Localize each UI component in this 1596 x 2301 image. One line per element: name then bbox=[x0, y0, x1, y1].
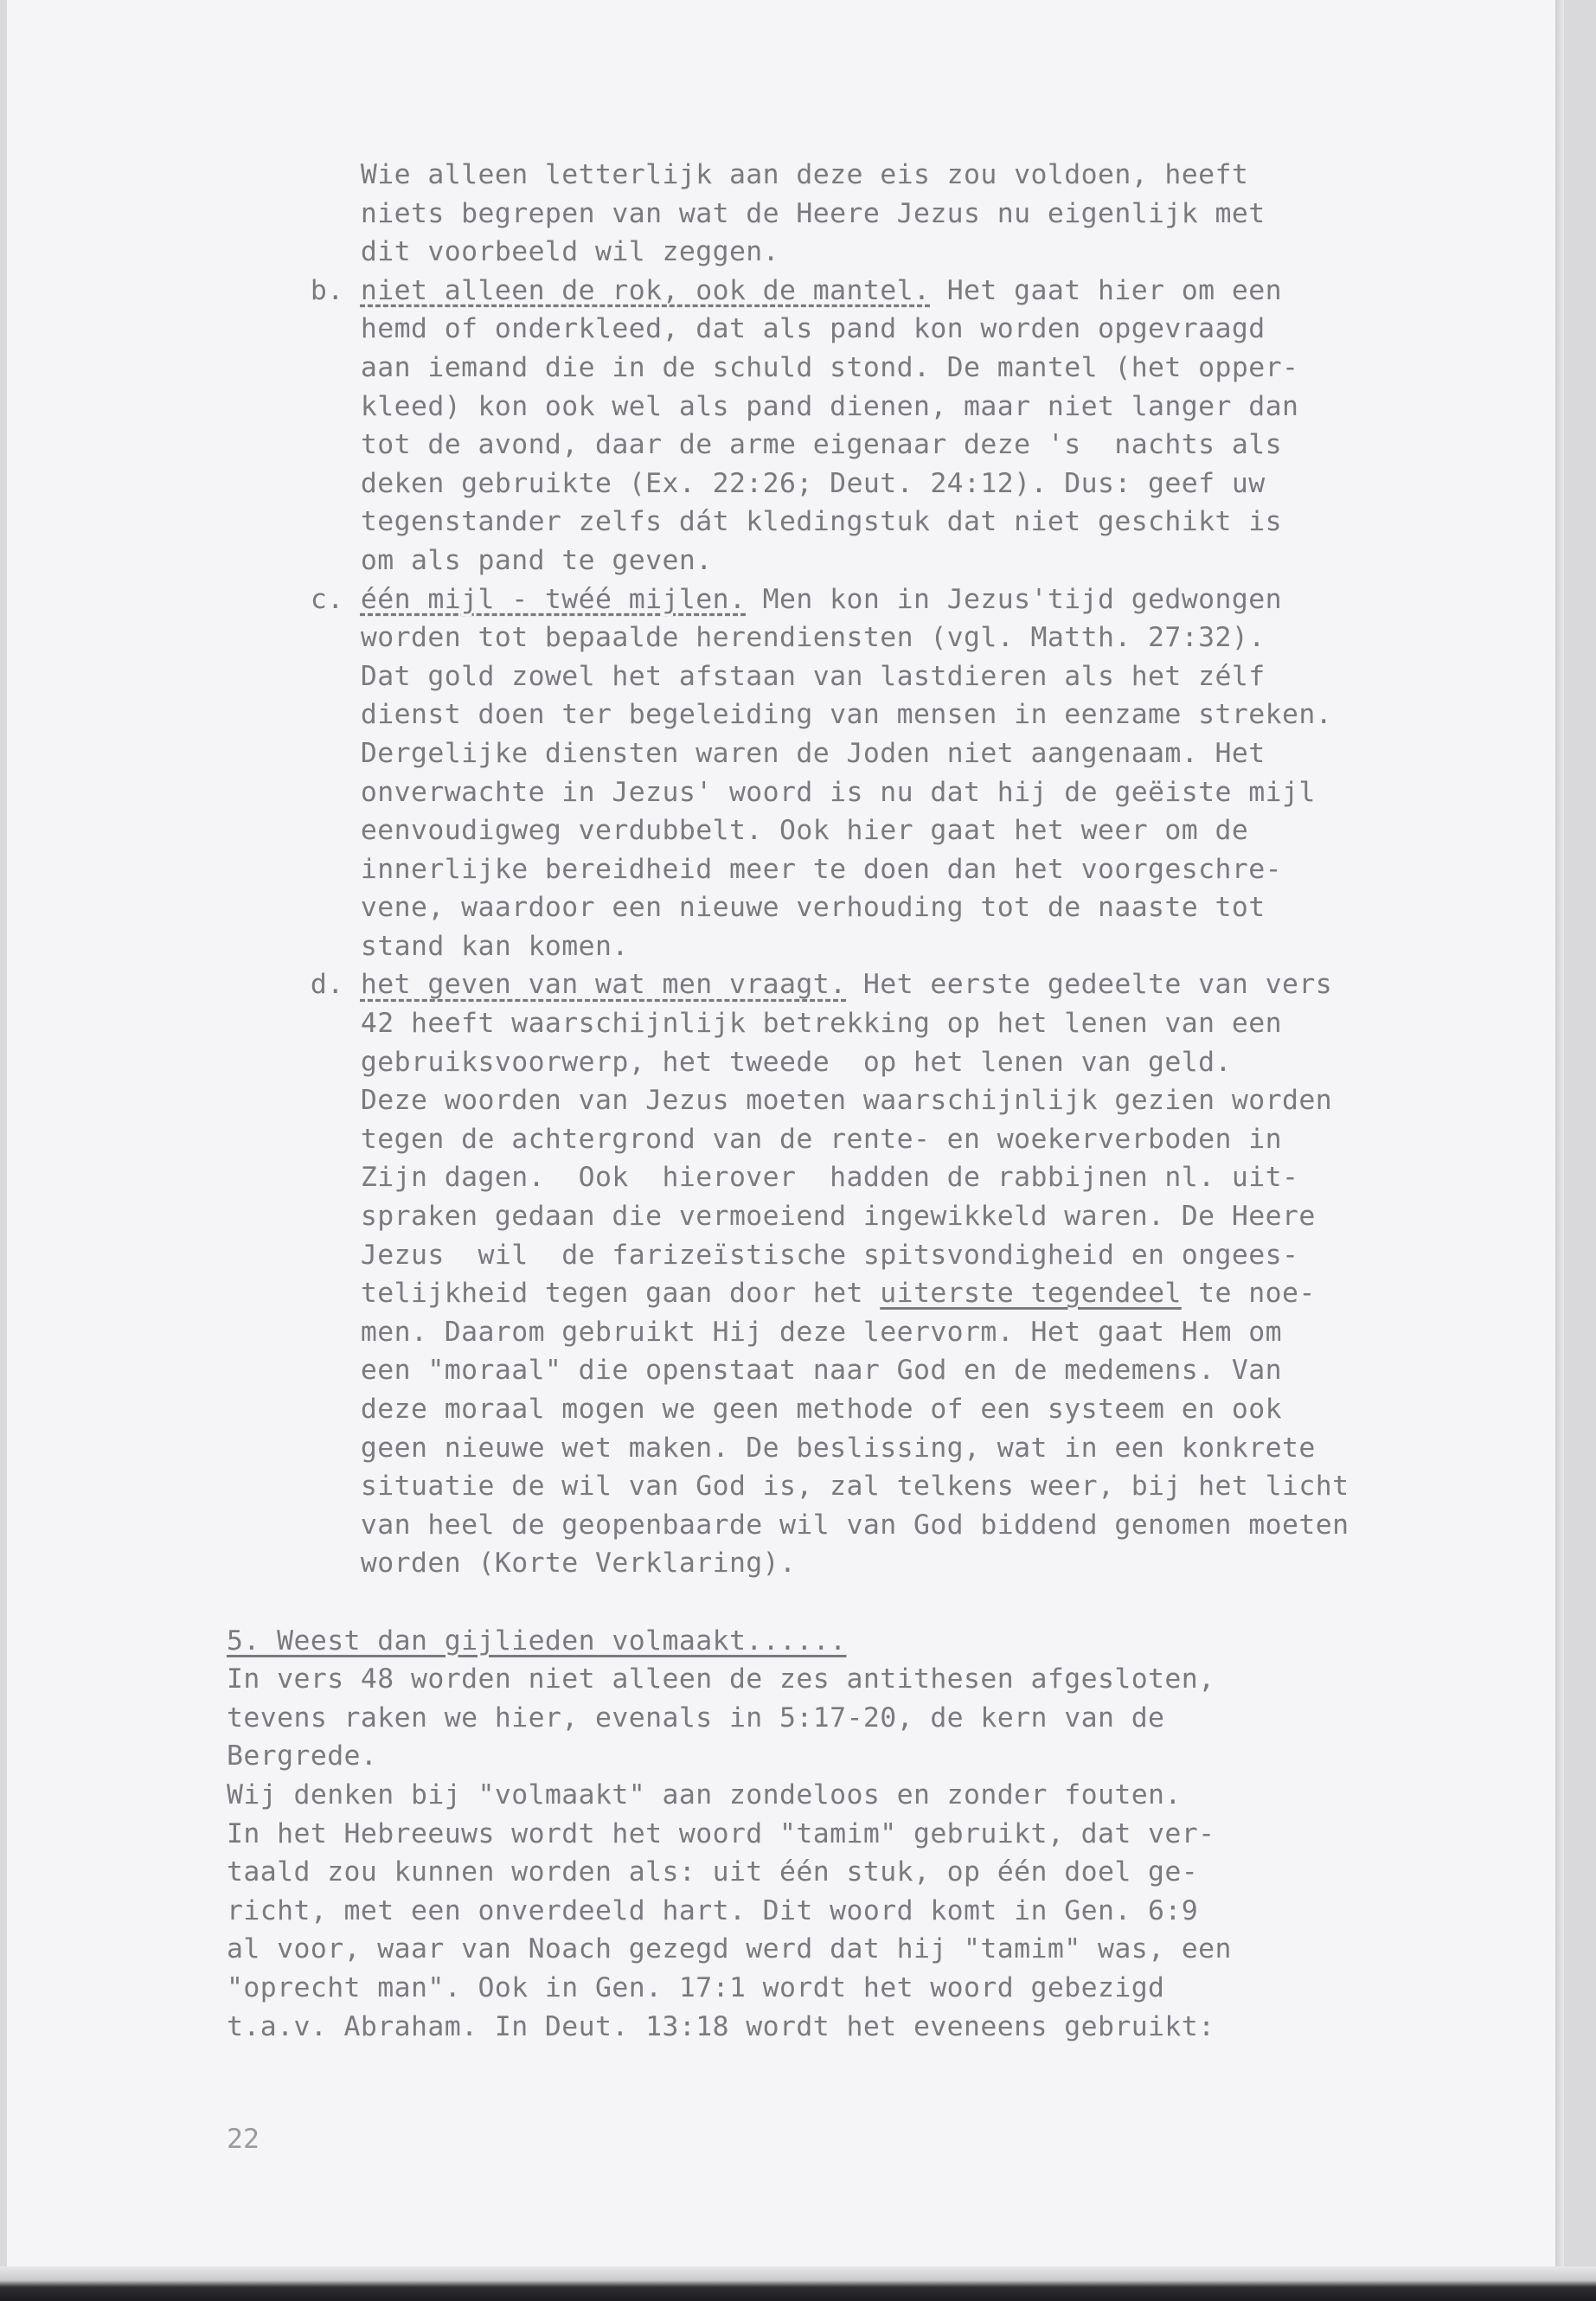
text-line: innerlijke bereidheid meer te doen dan het voorgeschre- bbox=[227, 853, 1282, 885]
line-lead: c. bbox=[227, 583, 361, 615]
text-line: tegen de achtergrond van de rente- en woekerverboden in bbox=[227, 1123, 1282, 1155]
body-text bbox=[227, 156, 1455, 2046]
scan-bottom-edge bbox=[0, 2266, 1596, 2301]
page-edge bbox=[1555, 0, 1564, 2266]
text-line: niets begrepen van wat de Heere Jezus nu eigenlijk met bbox=[227, 197, 1266, 229]
text-line: 42 heeft waarschijnlijk betrekking op het lenen van een bbox=[227, 1008, 1282, 1040]
underlined-heading: één mijl - twéé mijlen. bbox=[360, 583, 747, 615]
text-line: t.a.v. Abraham. In Deut. 13:18 wordt het eveneens gebruikt: bbox=[227, 2010, 1215, 2042]
text-line bbox=[227, 580, 1455, 619]
text-line: taald zou kunnen worden als: uit één stuk, op één doel ge- bbox=[227, 1856, 1199, 1888]
line-tail: Het gaat hier om een bbox=[930, 274, 1282, 306]
text-line: In vers 48 worden niet alleen de zes antithesen afgesloten, bbox=[227, 1663, 1215, 1695]
text-line: tegenstander zelfs dát kledingstuk dat niet geschikt is bbox=[227, 506, 1282, 538]
text-line: In het Hebreeuws wordt het woord "tamim" gebruikt, dat ver- bbox=[227, 1817, 1215, 1849]
text-line bbox=[227, 1622, 1455, 1661]
text-line: spraken gedaan die vermoeiend ingewikkeld waren. De Heere bbox=[227, 1201, 1316, 1233]
line-tail: Het eerste gedeelte van vers bbox=[846, 969, 1333, 1001]
text-line: kleed) kon ook wel als pand dienen, maar niet langer dan bbox=[227, 390, 1299, 422]
underlined-text: 5. Weest dan gijlieden volmaakt...... bbox=[227, 1625, 847, 1657]
line-lead: d. bbox=[227, 969, 361, 1001]
text-line: gebruiksvoorwerp, het tweede op het lenen van geld. bbox=[227, 1046, 1232, 1078]
text-line: deken gebruikte (Ex. 22:26; Deut. 24:12). Dus: geef uw bbox=[227, 467, 1266, 499]
line-tail: Men kon in Jezus'tijd gedwongen bbox=[746, 583, 1282, 615]
text-line: Dergelijke diensten waren de Joden niet aangenaam. Het bbox=[227, 737, 1266, 769]
underlined-text: uiterste tegendeel bbox=[880, 1278, 1182, 1310]
text-line: Bergrede. bbox=[227, 1740, 378, 1772]
text-line: richt, met een onverdeeld hart. Dit woord komt in Gen. 6:9 bbox=[227, 1894, 1199, 1926]
text-line bbox=[227, 272, 1455, 311]
text-line: Dat gold zowel het afstaan van lastdieren als het zélf bbox=[227, 660, 1266, 692]
line-tail: te noe- bbox=[1181, 1278, 1316, 1310]
text-line: situatie de wil van God is, zal telkens weer, bij het licht bbox=[227, 1471, 1349, 1503]
text-line: men. Daarom gebruikt Hij deze leervorm. Het gaat Hem om bbox=[227, 1316, 1282, 1348]
text-line: tevens raken we hier, evenals in 5:17-20, de kern van de bbox=[227, 1702, 1165, 1734]
text-line: geen nieuwe wet maken. De beslissing, wat in een konkrete bbox=[227, 1432, 1316, 1464]
text-line: vene, waardoor een nieuwe verhouding tot de naaste tot bbox=[227, 892, 1266, 924]
text-line: Jezus wil de farizeïstische spitsvondigheid en ongees- bbox=[227, 1239, 1299, 1271]
text-line: om als pand te geven. bbox=[227, 544, 713, 576]
text-line: aan iemand die in de schuld stond. De mantel (het opper- bbox=[227, 351, 1299, 383]
text-line: Zijn dagen. Ook hierover hadden de rabbijnen nl. uit- bbox=[227, 1162, 1299, 1194]
line-lead: telijkheid tegen gaan door het bbox=[227, 1278, 881, 1310]
text-line: stand kan komen. bbox=[227, 930, 629, 962]
text-line bbox=[227, 965, 1455, 1004]
text-line: worden (Korte Verklaring). bbox=[227, 1548, 797, 1580]
text-line bbox=[227, 1274, 1455, 1313]
text-line: onverwachte in Jezus' woord is nu dat hij de geëiste mijl bbox=[227, 776, 1316, 808]
text-line: dienst doen ter begeleiding van mensen in eenzame streken. bbox=[227, 699, 1333, 731]
page-number: 22 bbox=[227, 2124, 260, 2155]
text-line: een "moraal" die openstaat naar God en de medemens. Van bbox=[227, 1355, 1282, 1387]
text-line: eenvoudigweg verdubbelt. Ook hier gaat het weer om de bbox=[227, 815, 1249, 847]
text-line: tot de avond, daar de arme eigenaar deze 's nachts als bbox=[227, 429, 1282, 461]
paragraph-gap bbox=[227, 1583, 1455, 1622]
text-line: "oprecht man". Ook in Gen. 17:1 wordt het woord gebezigd bbox=[227, 1971, 1165, 2003]
text-line: dit voorbeeld wil zeggen. bbox=[227, 236, 780, 268]
text-line: hemd of onderkleed, dat als pand kon worden opgevraagd bbox=[227, 313, 1266, 345]
text-line: deze moraal mogen we geen methode of een systeem en ook bbox=[227, 1394, 1282, 1425]
text-line: al voor, waar van Noach gezegd werd dat hij "tamim" was, een bbox=[227, 1933, 1232, 1965]
text-line: Wij denken bij "volmaakt" aan zondeloos en zonder fouten. bbox=[227, 1779, 1182, 1811]
text-line: worden tot bepaalde herendiensten (vgl. Matth. 27:32). bbox=[227, 622, 1266, 654]
line-lead: b. bbox=[227, 274, 361, 306]
text-line: van heel de geopenbaarde wil van God biddend genomen moeten bbox=[227, 1509, 1349, 1541]
underlined-heading: niet alleen de rok, ook de mantel. bbox=[360, 274, 931, 306]
text-line: Wie alleen letterlijk aan deze eis zou voldoen, heeft bbox=[227, 159, 1249, 190]
text-line: Deze woorden van Jezus moeten waarschijnlijk gezien worden bbox=[227, 1085, 1333, 1117]
underlined-heading: het geven van wat men vraagt. bbox=[360, 969, 847, 1001]
